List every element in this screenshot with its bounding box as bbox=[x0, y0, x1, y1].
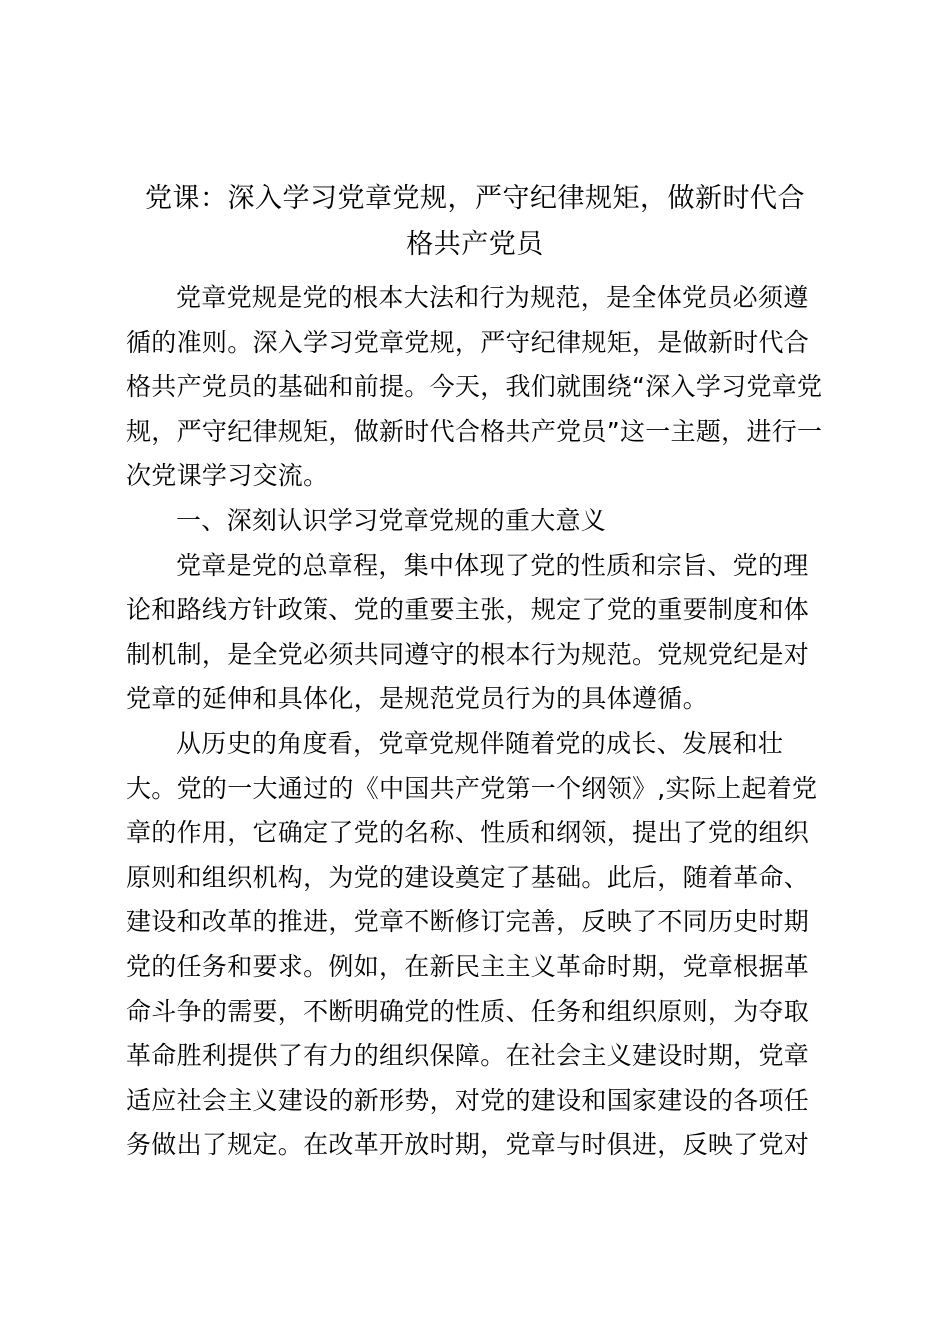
body-paragraph-party-constitution: 党章是党的总章程，集中体现了党的性质和宗旨、党的理 论和路线方针政策、党的重要主张，规定了党的重要制度和体 制机制，是全党必须共同遵守的根本行为规范。党规党纪是对 党章的延伸和具体化，是规范党员行为的具体遵循。 bbox=[126, 550, 810, 714]
section-heading-1: 一、深刻认识学习党章党规的重大意义 bbox=[176, 505, 607, 535]
document-title: 党课：深入学习党章党规，严守纪律规矩，做新时代合 格共产党员 bbox=[145, 183, 805, 260]
body-paragraph-history: 从历史的角度看，党章党规伴随着党的成长、发展和壮 大。党的一大通过的《中国共产党第一个纲领》,实际上起着党 章的作用，它确定了党的名称、性质和纲领，提出了党的组织 原则和组织机构，为党的建设奠定了基础。此后，随着革命、 建设和改革的推进，党章不断修订完善，反映了不同历史时期 党的任务和要求。例如，在新民主主义革命时期，党章根据革 命斗争的需要，不断明确党的性质、任务和组织原则，为夺取 革命胜利提供了有力的组织保障。在社会主义建设时期，党章 适应社会主义建设的新形势，对党的建设和国家建设的各项任 务做出了规定。在改革开放时期，党章与时俱进，反映了党对 bbox=[126, 728, 818, 1160]
document-body bbox=[126, 276, 824, 1168]
intro-paragraph: 党章党规是党的根本大法和行为规范，是全体党员必须遵 循的准则。深入学习党章党规，严守纪律规矩，是做新时代合 格共产党员的基础和前提。今天，我们就围绕“深入学习党章党 规，严守纪律规矩，做新时代合格共产党员”这一主题，进行一 次党课学习交流。 bbox=[126, 283, 823, 491]
